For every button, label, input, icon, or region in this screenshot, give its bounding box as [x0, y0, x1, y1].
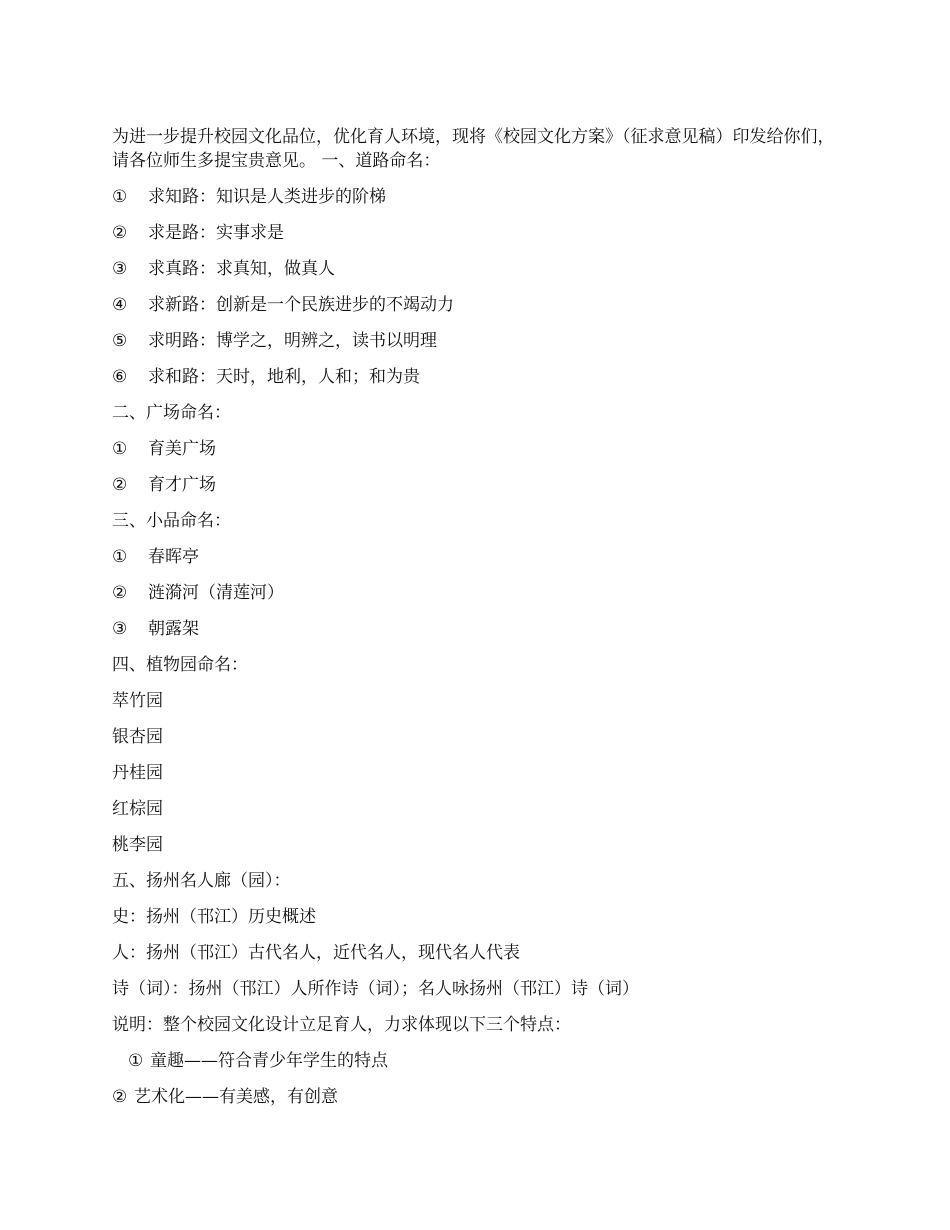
item-number: ②: [112, 583, 128, 603]
item-text: 求知路：知识是人类进步的阶梯: [148, 187, 386, 207]
section-heading-gallery: 五、扬州名人廊（园）：: [112, 871, 291, 891]
item-number: ④: [112, 295, 128, 315]
item-text: 求是路：实事求是: [148, 223, 284, 243]
item-number: ①: [112, 439, 128, 459]
road-item: [112, 251, 842, 287]
item-number: ①: [128, 1051, 144, 1071]
section-heading-gardens: 四、植物园命名：: [112, 655, 248, 675]
feature-item: [112, 611, 842, 647]
road-item: [112, 323, 842, 359]
item-number: ②: [112, 475, 128, 495]
gallery-item: 诗（词）：扬州（邗江）人所作诗（词）；名人咏扬州（邗江）诗（词）: [112, 979, 639, 999]
point-item: [112, 1079, 842, 1115]
section-heading-squares: 二、广场命名：: [112, 403, 231, 423]
item-number: ③: [112, 619, 128, 639]
point-item: [112, 1043, 842, 1079]
item-text: 求新路：创新是一个民族进步的不竭动力: [148, 295, 454, 315]
item-text: 春晖亭: [148, 547, 199, 567]
section-heading-features: 三、小品命名：: [112, 511, 231, 531]
item-number: ①: [112, 187, 128, 207]
item-text: 朝露架: [148, 619, 199, 639]
item-number: ⑤: [112, 331, 128, 351]
item-number: ①: [112, 547, 128, 567]
note-line: 说明：整个校园文化设计立足育人，力求体现以下三个特点：: [112, 1015, 571, 1035]
item-number: ②: [112, 223, 128, 243]
document-body: [112, 125, 842, 1115]
item-text: 童趣——符合青少年学生的特点: [150, 1051, 388, 1071]
item-text: 育才广场: [148, 475, 216, 495]
road-item: [112, 287, 842, 323]
garden-item: 银杏园: [112, 727, 163, 747]
gallery-item: 人：扬州（邗江）古代名人，近代名人，现代名人代表: [112, 943, 520, 963]
item-number: ②: [112, 1087, 128, 1107]
garden-item: 丹桂园: [112, 763, 163, 783]
road-item: [112, 359, 842, 395]
item-text: 艺术化——有美感，有创意: [134, 1087, 338, 1107]
garden-item: 桃李园: [112, 835, 163, 855]
square-item: [112, 431, 842, 467]
gallery-item: 史：扬州（邗江）历史概述: [112, 907, 316, 927]
item-text: 育美广场: [148, 439, 216, 459]
item-text: 求真路：求真知，做真人: [148, 259, 335, 279]
feature-item: [112, 539, 842, 575]
garden-item: 红棕园: [112, 799, 163, 819]
feature-item: [112, 575, 842, 611]
garden-item: 萃竹园: [112, 691, 163, 711]
item-text: 求和路：天时，地利，人和；和为贵: [148, 367, 420, 387]
road-item: [112, 215, 842, 251]
item-text: 求明路：博学之，明辨之，读书以明理: [148, 331, 437, 351]
item-text: 涟漪河（清莲河）: [148, 583, 284, 603]
item-number: ⑥: [112, 367, 128, 387]
road-item: [112, 179, 842, 215]
square-item: [112, 467, 842, 503]
item-number: ③: [112, 259, 128, 279]
intro-paragraph: 为进一步提升校园文化品位，优化育人环境，现将《校园文化方案》（征求意见稿）印发给你们，请各位师生多提宝贵意见。 一、道路命名：: [112, 127, 835, 171]
